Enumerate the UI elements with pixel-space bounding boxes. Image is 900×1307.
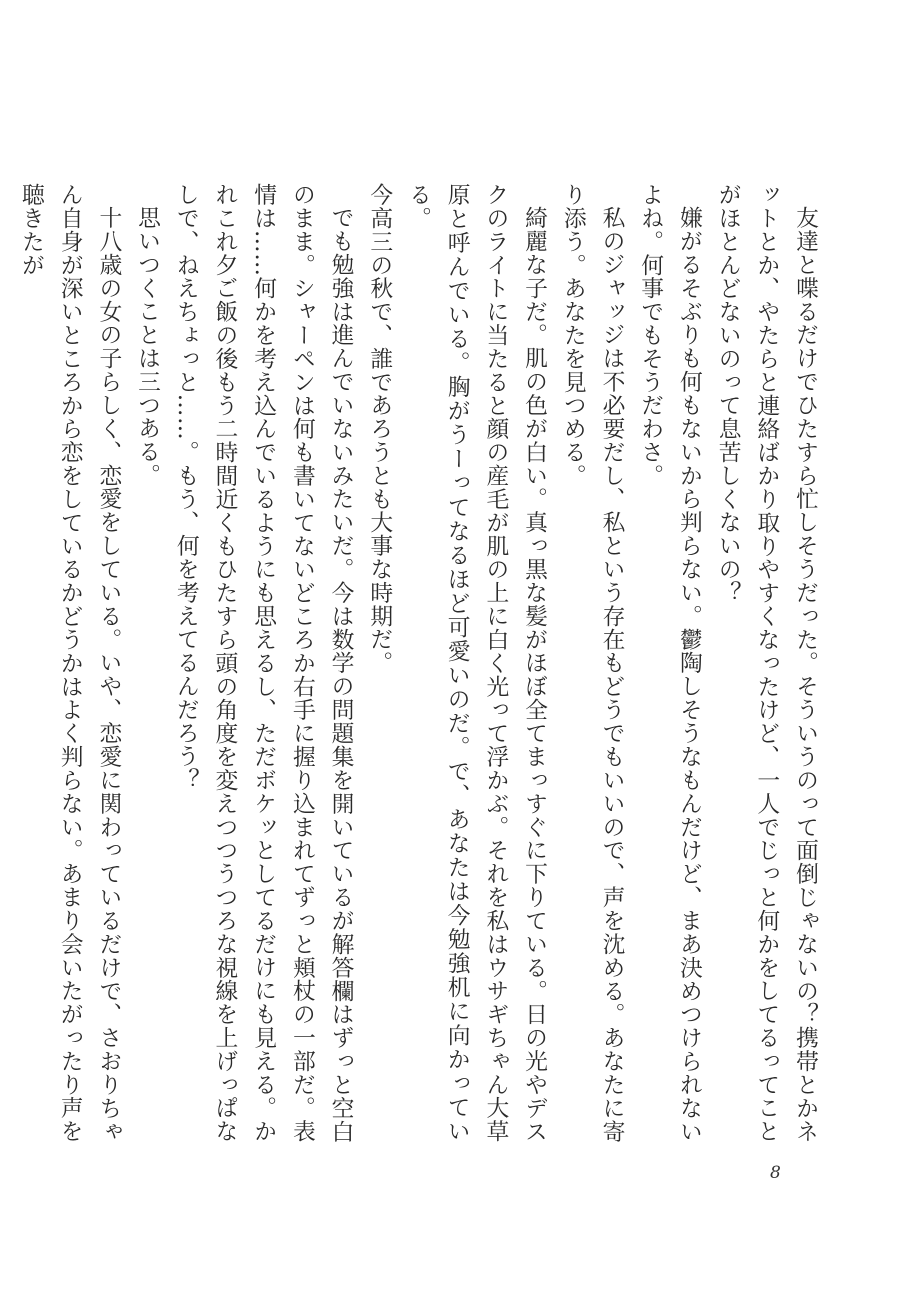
paragraph: 綺麗な子だ。肌の色が白い。真っ黒な髪がほぼ全てまっすぐに下りている。日の光やデスクのライトに当たると顔の産毛が肌の上に白く光って浮かぶ。それを私はウサギちゃん大草原と呼んでいる。胸がうーってなるほど可愛いのだ。で、あなたは今勉強机に向かっている。	[404, 183, 548, 1143]
paragraph: 十八歳の女の子らしく、恋愛をしている。いや、恋愛に関わっているだけで、さおりちゃん自身が深いところから恋をしているかどうかはよく判らない。あまり会いたがったり声を聴きたが	[17, 183, 122, 1143]
paragraph: 思いつくことは三つある。	[134, 205, 161, 487]
paragraph: 嫌がるそぶりも何もないから判らない。鬱陶しそうなもんだけど、まあ決めつけられないよね。何事でもそうだわさ。	[637, 183, 702, 1143]
paragraph: でも勉強は進んでいないみたいだ。今は数学の問題集を開いているが解答欄はずっと空白のまま。シャーペンは何も書いてないどころか右手に握り込まれてずっと頬杖の一部だ。表情は……何かを考え込んでいるようにも思えるし、ただボケッとしてるだけにも見える。かれこれ夕ご飯の後もう二時間近くもひたすら頭の角度を変えつつうつろな視線を上げっぱなしで、ねえちょっと……。もう、何を考えてるんだろう？	[172, 183, 354, 1143]
vertical-text-body	[17, 183, 824, 1143]
paragraph: 私のジャッジは不必要だし、私という存在もどうでもいいので、声を沈める。あなたに寄り添う。あなたを見つめる。	[559, 183, 625, 1143]
paragraph: 友達と喋るだけでひたすら忙しそうだった。そういうのって面倒じゃないの？携帯とかネットとか、やたらと連絡ばかり取りやすくなったけど、一人でじっと何かをしてるってことがほとんどないのって息苦しくないの？	[714, 183, 818, 1143]
page-number: 8	[770, 1163, 781, 1183]
paragraph: 今高三の秋で、誰であろうとも大事な時期だ。	[366, 183, 393, 675]
